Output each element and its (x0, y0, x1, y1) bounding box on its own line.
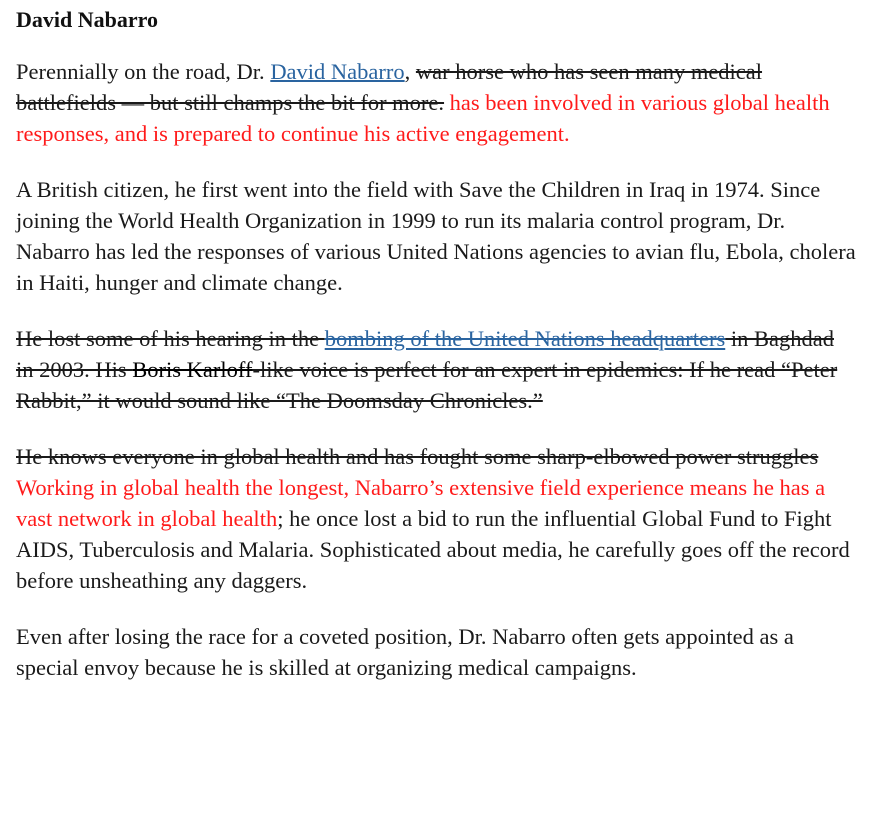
p1-lead-text: Perennially on the road, Dr. (16, 59, 271, 84)
david-nabarro-link[interactable]: David Nabarro (270, 59, 405, 84)
baghdad-bombing-link[interactable]: bombing of the United Nations headquarters (324, 326, 726, 351)
section-heading: David Nabarro (16, 7, 158, 32)
p1-added-text: has been involved in various global health responses, and is prepared to continue his active engagement. (16, 90, 830, 146)
paragraph-1 (16, 56, 856, 149)
p3-struck-text-b: in Baghdad in 2003. His (16, 326, 834, 382)
boris-karloff-name: Boris Karloff (132, 357, 253, 382)
p4-added-text: Working in global health the longest, Nabarro’s extensive field experience means he has a vast network in global health (16, 475, 826, 531)
p3-struck-text-a: He lost some of his hearing in the (16, 326, 325, 351)
paragraph-3 (16, 323, 856, 416)
p4-struck-text: He knows everyone in global health and has fought some sharp-elbowed power struggles (16, 444, 819, 469)
paragraph-5: Even after losing the race for a coveted position, Dr. Nabarro often gets appointed as a special envoy because he is skilled at organizing medical campaigns. (16, 624, 794, 680)
p1-comma: , (404, 59, 416, 84)
paragraph-4 (16, 441, 856, 596)
p3-struck-text-c: -like voice is perfect for an expert in epidemics: If he read “Peter Rabbit,” it would sound like “The Doomsday Chronicles.” (16, 357, 838, 413)
p4-rest-text: ; he once lost a bid to run the influential Global Fund to Fight AIDS, Tuberculosis and Malaria. Sophisticated about media, he carefully goes off the record before unsheathing any daggers. (16, 506, 850, 593)
paragraph-2: A British citizen, he first went into the field with Save the Children in Iraq in 1974. Since joining the World Health Organization in 1999 to run its malaria control program, Dr. Nabarro has led the responses of various United Nations agencies to avian flu, Ebola, cholera in Haiti, hunger and climate change. (16, 177, 856, 295)
p1-struck-text: war horse who has seen many medical battlefields — but still champs the bit for more. (16, 59, 763, 115)
